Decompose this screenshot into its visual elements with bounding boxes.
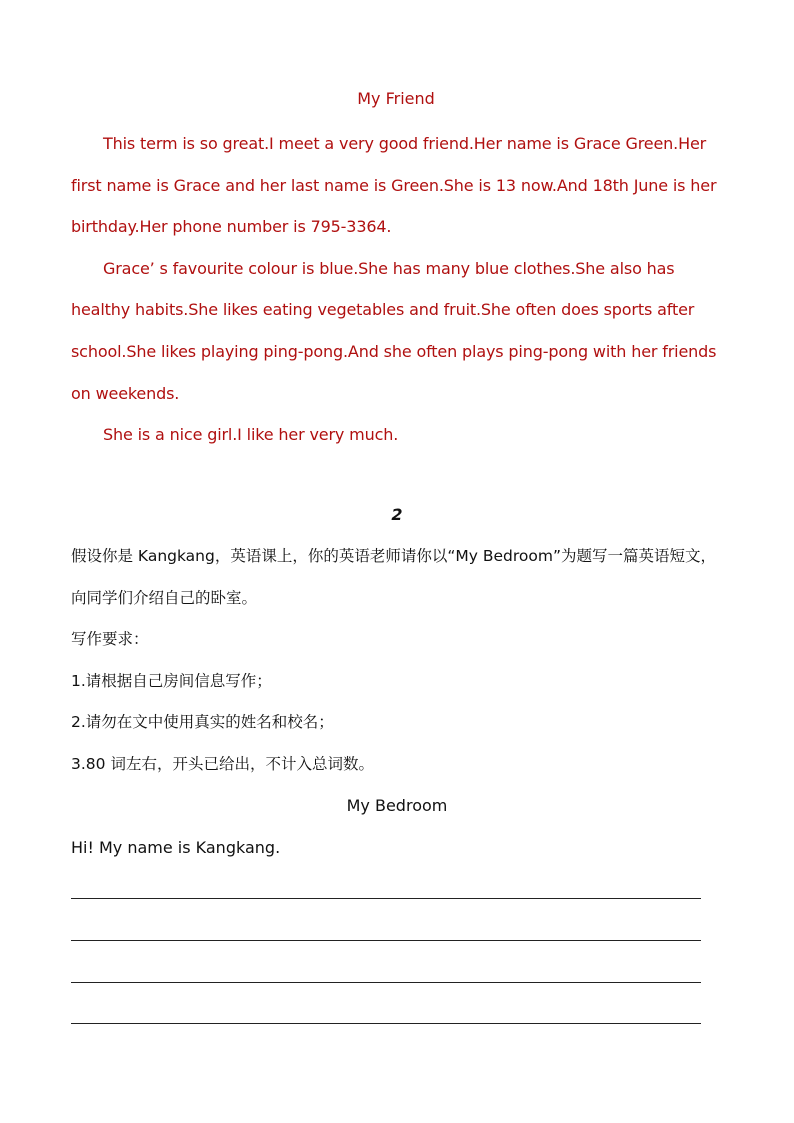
writing-opening: Hi! My name is Kangkang. (71, 838, 281, 857)
essay-title: My Friend (357, 89, 435, 108)
essay-paragraph-2: Grace’ s favourite colour is blue.She has many blue clothes.She also has healthy habits.She likes eating vegetables and fruit.She often does sports after school.She likes playing ping-pong.And she often plays ping-pong with her friends on weekends. (71, 258, 717, 403)
essay-paragraph-3: She is a nice girl.I like her very much. (103, 425, 399, 445)
answer-line-3[interactable] (71, 982, 701, 983)
sample-essay (71, 82, 721, 456)
section-number: 2 (391, 505, 403, 524)
writing-title: My Bedroom (346, 796, 448, 815)
answer-line-2[interactable] (71, 940, 701, 941)
requirement-3: 3.80 词左右，开头已给出，不计入总词数。 (71, 754, 374, 773)
essay-paragraph-1: This term is so great.I meet a very good friend.Her name is Grace Green.Her first name is Grace and her last name is Green.She is 13 now.And 18th June is her birthday.Her phone number is 795-3364. (71, 134, 717, 237)
answer-line-4[interactable] (71, 1023, 701, 1024)
requirements-heading: 写作要求： (71, 630, 149, 649)
writing-prompt (71, 536, 721, 786)
prompt-intro: 假设你是 Kangkang，英语课上，你的英语老师请你以“My Bedroom”为题写一篇英语短文， 向同学们介绍自己的卧室。 (71, 547, 716, 607)
requirement-1: 1.请根据自己房间信息写作； (71, 671, 272, 690)
answer-line-1[interactable] (71, 898, 701, 899)
requirement-2: 2.请勿在文中使用真实的姓名和校名； (71, 713, 334, 732)
